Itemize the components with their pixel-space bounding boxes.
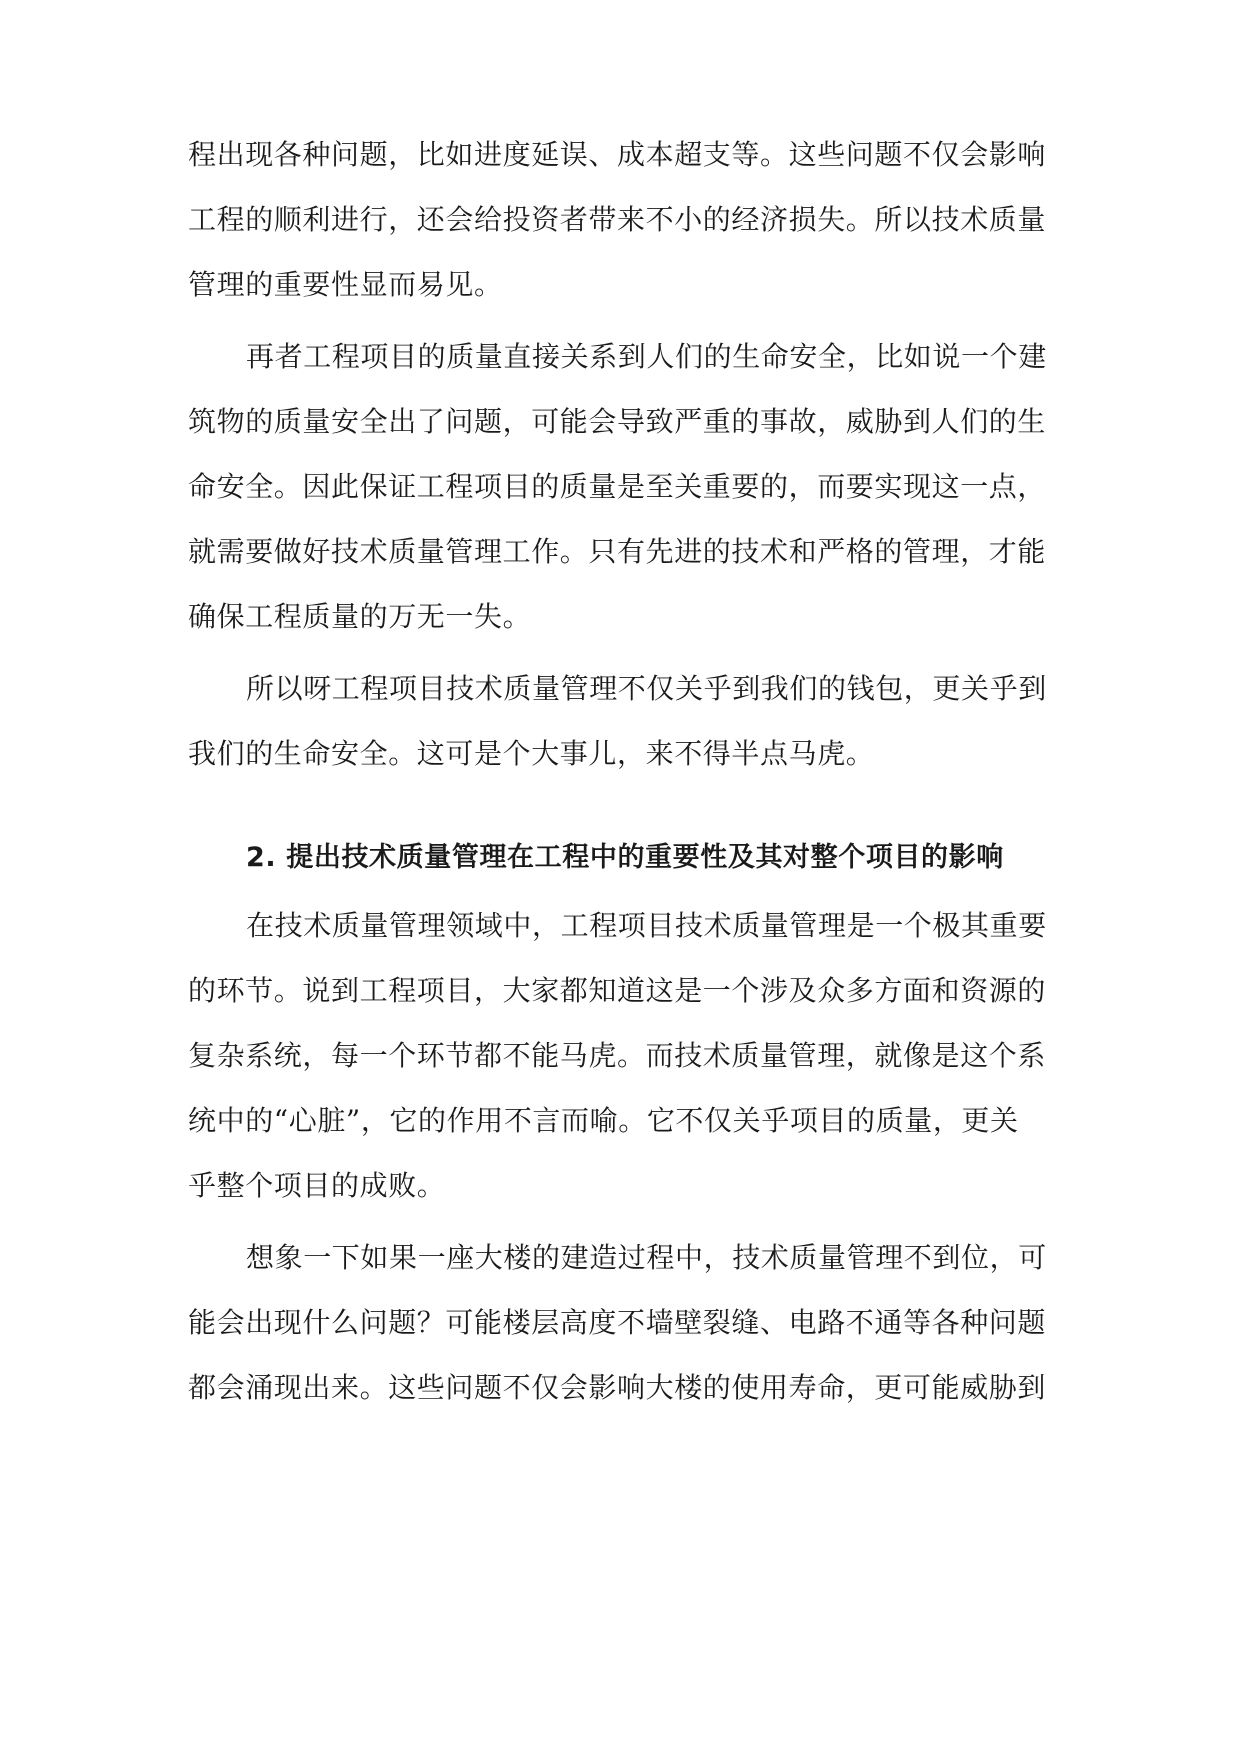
paragraph-first-line: 再者工程项目的质量直接关系到人们的生命安全，比如说一个建 [246, 340, 1047, 373]
section-heading: 2. 提出技术质量管理在工程中的重要性及其对整个项目的影响 [246, 842, 1004, 873]
text-line: 乎整个项目的成败。 [188, 1169, 446, 1202]
paragraph-first-line: 所以呀工程项目技术质量管理不仅关乎到我们的钱包，更关乎到 [246, 672, 1047, 705]
paragraph-first-line: 想象一下如果一座大楼的建造过程中，技术质量管理不到位，可 [246, 1241, 1047, 1274]
text-line: 都会涌现出来。这些问题不仅会影响大楼的使用寿命，更可能威胁到 [188, 1371, 1047, 1404]
text-line: 复杂系统，每一个环节都不能马虎。而技术质量管理，就像是这个系 [188, 1039, 1047, 1072]
text-line: 能会出现什么问题？可能楼层高度不墙壁裂缝、电路不通等各种问题 [188, 1306, 1047, 1339]
text-line: 的环节。说到工程项目，大家都知道这是一个涉及众多方面和资源的 [188, 974, 1047, 1007]
text-line: 程出现各种问题，比如进度延误、成本超支等。这些问题不仅会影响 [188, 138, 1047, 171]
paragraph-first-line: 在技术质量管理领域中，工程项目技术质量管理是一个极其重要 [246, 909, 1047, 942]
text-line: 管理的重要性显而易见。 [188, 268, 503, 301]
text-line: 就需要做好技术质量管理工作。只有先进的技术和严格的管理，才能 [188, 535, 1047, 568]
text-line: 筑物的质量安全出了问题，可能会导致严重的事故，威胁到人们的生 [188, 405, 1047, 438]
text-line: 统中的“心脏”，它的作用不言而喻。它不仅关乎项目的质量，更关 [188, 1104, 1019, 1137]
text-line: 我们的生命安全。这可是个大事儿，来不得半点马虎。 [188, 737, 875, 770]
text-line: 工程的顺利进行，还会给投资者带来不小的经济损失。所以技术质量 [188, 203, 1047, 236]
text-line: 确保工程质量的万无一失。 [188, 600, 532, 633]
text-line: 命安全。因此保证工程项目的质量是至关重要的，而要实现这一点， [188, 470, 1047, 503]
